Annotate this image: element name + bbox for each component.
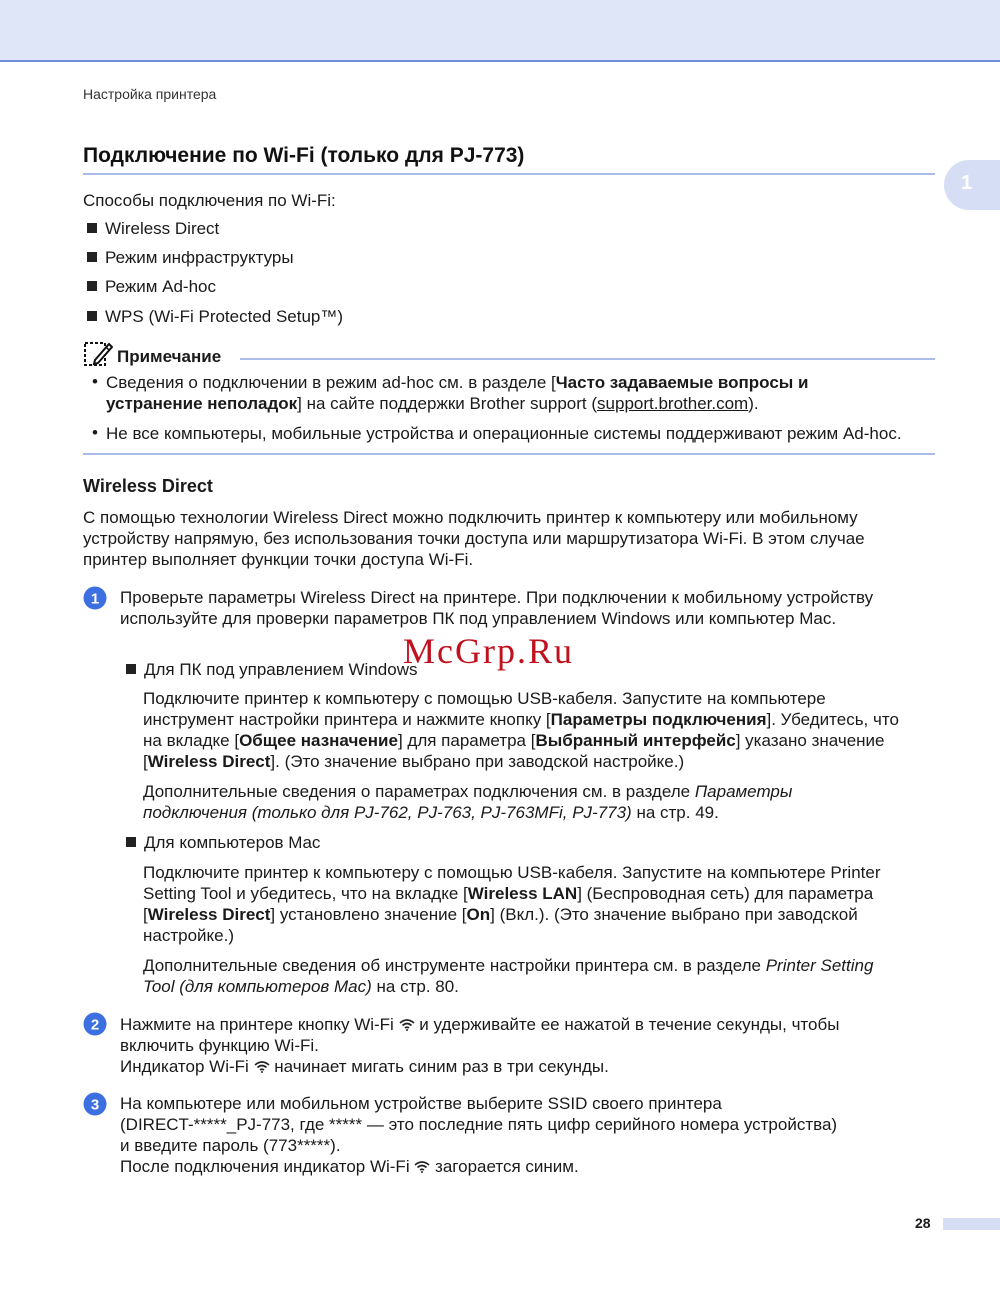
note-pencil-icon <box>83 340 113 368</box>
step-2-text: включить функцию Wi-Fi. <box>120 1036 319 1055</box>
mac-subheading: Для компьютеров Mac <box>126 832 320 853</box>
wifi-icon <box>399 1019 415 1031</box>
square-bullet-icon <box>87 281 97 291</box>
chapter-number: 1 <box>961 172 973 194</box>
list-item: Режим инфраструктуры <box>87 248 294 268</box>
note-end-rule <box>83 453 935 455</box>
svg-text:1: 1 <box>90 590 100 608</box>
list-item: Режим Ad-hoc <box>87 277 216 297</box>
step-3-text: (DIRECT-*****_PJ-773, где ***** — это последние пять цифр серийного номера устройства) <box>120 1115 838 1134</box>
svg-text:3: 3 <box>90 1096 100 1114</box>
mac-text: Setting Tool и убедитесь, что на вкладке [Wireless LAN] (Беспроводная сеть) для параметра <box>143 884 874 903</box>
mac-more-info: Дополнительные сведения об инструменте настройки принтера см. в разделе Printer Setting <box>143 956 874 975</box>
step-2-text: Индикатор Wi-Fi начинает мигать синим раз в три секунды. <box>120 1057 609 1076</box>
square-bullet-icon <box>87 311 97 321</box>
windows-more-info: подключения (только для PJ-762, PJ-763, PJ-763MFi, PJ-773) на стр. 49. <box>143 803 719 822</box>
mac-more-info: Tool (для компьютеров Mac) на стр. 80. <box>143 977 459 996</box>
note-item-2: Не все компьютеры, мобильные устройства и операционные системы поддерживают режим Ad-hoc. <box>106 424 902 443</box>
square-bullet-icon <box>126 664 136 674</box>
page-number-bar <box>943 1218 1000 1230</box>
breadcrumb: Настройка принтера <box>83 86 217 102</box>
wifi-icon <box>254 1061 270 1073</box>
windows-text: инструмент настройки принтера и нажмите кнопку [Параметры подключения]. Убедитесь, что <box>143 710 899 729</box>
list-item: WPS (Wi-Fi Protected Setup™) <box>87 307 343 327</box>
svg-text:2: 2 <box>90 1016 100 1034</box>
bullet-dot: • <box>92 423 98 442</box>
windows-text: Подключите принтер к компьютеру с помощью USB-кабеля. Запустите на компьютере <box>143 689 826 708</box>
step-3-icon <box>83 1092 107 1116</box>
windows-more-info: Дополнительные сведения о параметрах подключения см. в разделе Параметры <box>143 782 793 801</box>
note-rule <box>240 358 935 360</box>
step-1-text: Проверьте параметры Wireless Direct на принтере. При подключении к мобильному устройству <box>120 588 874 607</box>
page-number: 28 <box>915 1215 931 1231</box>
list-item: Wireless Direct <box>87 219 219 239</box>
step-3-text: и введите пароль (773*****). <box>120 1136 341 1155</box>
square-bullet-icon <box>126 837 136 847</box>
windows-subheading: Для ПК под управлением Windows <box>126 659 417 680</box>
support-link[interactable]: support.brother.com <box>597 394 749 413</box>
windows-text: [Wireless Direct]. (Это значение выбрано при заводской настройке.) <box>143 752 685 771</box>
paragraph: принтер выполняет функции точки доступа Wi-Fi. <box>83 550 474 569</box>
mac-text: Подключите принтер к компьютеру с помощью USB-кабеля. Запустите на компьютере Printer <box>143 863 881 882</box>
step-3-text: На компьютере или мобильном устройстве выберите SSID своего принтера <box>120 1094 722 1113</box>
windows-text: на вкладке [Общее назначение] для параметра [Выбранный интерфейс] указано значение <box>143 731 885 750</box>
note-title: Примечание <box>117 347 222 366</box>
chapter-tab[interactable] <box>944 160 1000 210</box>
wifi-icon <box>414 1161 430 1173</box>
watermark: McGrp.Ru <box>403 631 574 671</box>
paragraph: устройству напрямую, без использования точки доступа или маршрутизатора Wi-Fi. В этом случае <box>83 529 865 548</box>
square-bullet-icon <box>87 223 97 233</box>
note-item-1: Сведения о подключении в режим ad-hoc см. в разделе [Часто задаваемые вопросы и <box>106 373 809 392</box>
step-2-icon <box>83 1012 107 1036</box>
square-bullet-icon <box>87 252 97 262</box>
title-rule <box>83 173 935 175</box>
page-title: Подключение по Wi-Fi (только для PJ-773) <box>83 144 525 167</box>
mac-text: [Wireless Direct] установлено значение [On] (Вкл.). (Это значение выбрано при заводской <box>143 905 858 924</box>
top-banner <box>0 0 1000 62</box>
step-3-text: После подключения индикатор Wi-Fi загорается синим. <box>120 1157 579 1176</box>
note-item-1-cont: устранение неполадок] на сайте поддержки Brother support (support.brother.com). <box>106 394 759 413</box>
step-1-icon <box>83 586 107 610</box>
methods-intro: Способы подключения по Wi-Fi: <box>83 191 336 210</box>
mac-text: настройке.) <box>143 926 235 945</box>
step-1-text: используйте для проверки параметров ПК под управлением Windows или компьютер Mac. <box>120 609 837 628</box>
bullet-dot: • <box>92 372 98 391</box>
section-heading: Wireless Direct <box>83 476 213 496</box>
step-2-text: Нажмите на принтере кнопку Wi-Fi и удерживайте ее нажатой в течение секунды, чтобы <box>120 1015 840 1034</box>
paragraph: С помощью технологии Wireless Direct можно подключить принтер к компьютеру или мобильному <box>83 508 858 527</box>
